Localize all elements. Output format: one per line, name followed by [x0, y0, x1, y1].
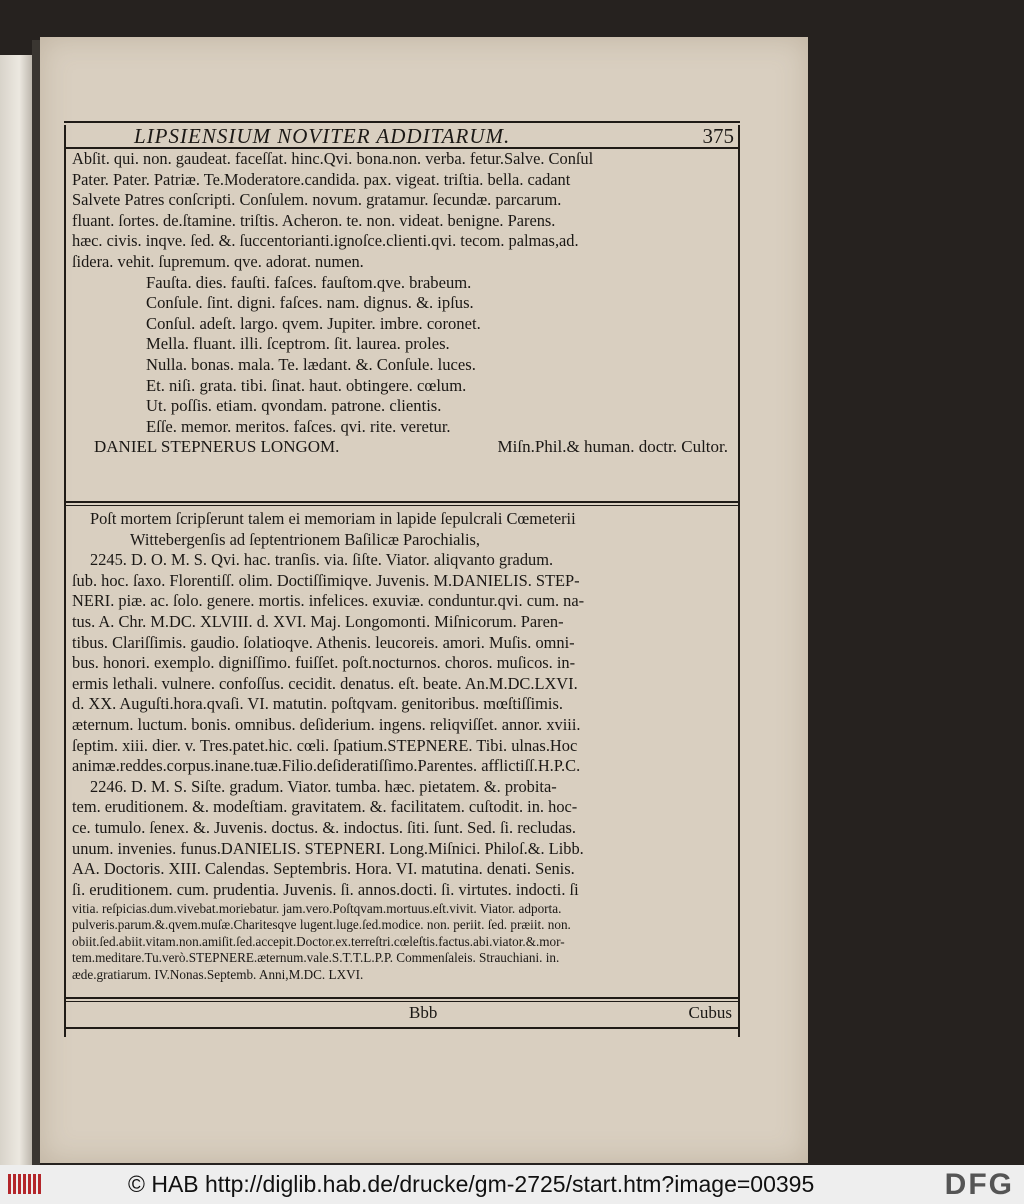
verse-line: Eſſe. memor. meritos. faſces. qvi. rite. veretur. — [146, 416, 451, 436]
text-line: tibus. Clariſſimis. gaudio. ſolatioqve. Athenis. leucoreis. amori. Muſis. omni- — [72, 632, 575, 652]
signature-line — [72, 437, 732, 458]
signature-mark: Bbb — [409, 1003, 438, 1022]
bottom-rule — [64, 997, 740, 999]
text-line: 2245. D. O. M. S. Qvi. hac. tranſis. via. ſiſte. Viator. aliqvanto gradum. — [90, 550, 554, 570]
text-line: hæc. civis. inqve. ſed. &. ſuccentorianti.ignoſce.clienti.qvi. tecom. palmas,ad. — [72, 231, 579, 251]
section-rule — [64, 501, 740, 503]
running-head: LIPSIENSIUM NOVITER ADDITARUM. — [134, 124, 511, 148]
text-line: NERI. piæ. ac. ſolo. genere. mortis. infelices. exuviæ. conduntur.qvi. cum. na- — [72, 591, 585, 611]
book-spine-shadow — [32, 40, 40, 1165]
text-line: Salvete Patres conſcripti. Conſulem. novum. gratamur. ſecundæ. parcarum. — [72, 190, 562, 210]
text-line-small: pulveris.parum.&.qvem.muſæ.Charitesqve lugent.luge.ſed.modice. non. periit. ſed. præiit. non. — [72, 917, 571, 933]
text-line: Poſt mortem ſcripſerunt talem ei memoriam in lapide ſepulcrali Cœmeterii — [90, 509, 576, 528]
page-number: 375 — [702, 124, 734, 148]
text-line: tus. A. Chr. M.DC. XLVIII. d. XVI. Maj. Longomonti. Miſnicorum. Paren- — [72, 611, 564, 631]
verse-line: Ut. poſſis. etiam. qvondam. patrone. clientis. — [146, 396, 442, 416]
signature-name: DANIEL STEPNERUS LONGOM. — [94, 437, 340, 457]
text-line: ermis lethali. vulnere. confoſſus. cecidit. denatus. eſt. beate. An.M.DC.LXVI. — [72, 673, 578, 693]
text-line: ſidera. vehit. ſupremum. qve. adorat. numen. — [72, 251, 364, 271]
text-line: bus. honori. exemplo. digniſſimo. fuiſſet. poſt.nocturnos. choros. muſicos. in- — [72, 653, 576, 673]
text-line: ce. tumulo. ſenex. &. Juvenis. doctus. &. indoctus. ſiti. ſunt. Sed. ſi. recludas. — [72, 817, 576, 837]
text-line: fluant. ſortes. de.ſtamine. triſtis. Acheron. te. non. videat. benigne. Parens. — [72, 210, 556, 230]
hab-logo-icon — [6, 1170, 48, 1198]
text-line-small: vitia. reſpicias.dum.vivebat.moriebatur. jam.vero.Poſtqvam.mortuus.eſt.vivit. Viator. adporta. — [72, 901, 562, 916]
text-line-small: æde.gratiarum. IV.Nonas.Septemb. Anni,M.DC. LXVI. — [72, 966, 364, 982]
text-line-small: obiit.ſed.abiit.vitam.non.amiſit.ſed.accepit.Doctor.ex.terreſtri.cœleſtis.factus.abi.viator.&.mor- — [72, 933, 565, 949]
text-line: Abſit. qui. non. gaudeat. faceſſat. hinc.Qvi. bona.non. verba. fetur.Salve. Conſul — [72, 149, 594, 168]
scanned-page — [40, 37, 808, 1163]
verse-line: Fauſta. dies. fauſti. faſces. fauſtom.qve. brabeum. — [146, 272, 472, 292]
left-frame-line — [64, 125, 66, 1037]
text-line: ſi. eruditionem. cum. prudentia. Juvenis. ſi. annos.docti. ſi. virtutes. indocti. ſi — [72, 879, 579, 899]
text-line: ſub. hoc. ſaxo. Florentiſſ. olim. Doctiſſimiqve. Juvenis. M.DANIELIS. STEP- — [72, 570, 580, 590]
adjacent-page-edge — [0, 55, 32, 1165]
top-rule — [64, 121, 740, 123]
footer-rule — [64, 1027, 740, 1029]
verse-line: Nulla. bonas. mala. Te. lædant. &. Conſule. luces. — [146, 354, 476, 374]
text-line: æternum. luctum. bonis. omnibus. deſiderium. ingens. reliqviſſet. annor. xviii. — [72, 714, 581, 734]
verse-line: Mella. fluant. illi. ſceptrom. ſit. laurea. proles. — [146, 334, 450, 354]
text-frame — [64, 125, 740, 1037]
text-line: d. XX. Auguſti.hora.qvaſi. VI. matutin. poſtqvam. genitoribus. mœſtiſſimis. — [72, 694, 563, 714]
catchword: Cubus — [688, 1003, 732, 1022]
text-line: animæ.reddes.corpus.inane.tuæ.Filio.deſideratiſſimo.Parentes. afflictiſſ.H.P.C. — [72, 756, 581, 776]
text-line: 2246. D. M. S. Siſte. gradum. Viator. tumba. hæc. pietatem. &. probita- — [90, 776, 557, 796]
text-line: Pater. Pater. Patriæ. Te.Moderatore.candida. pax. vigeat. triſtia. bella. cadant — [72, 169, 571, 189]
text-line: ſeptim. xiii. dier. v. Tres.patet.hic. cœli. ſpatium.STEPNERE. Tibi. ulnas.Hoc — [72, 735, 578, 755]
verse-line: Conſul. adeſt. largo. qvem. Jupiter. imbre. coronet. — [146, 313, 481, 333]
epitaph-small-block — [72, 901, 732, 983]
signature-title: Miſn.Phil.& human. doctr. Cultor. — [497, 437, 728, 457]
epitaph-block — [72, 509, 732, 900]
verse-line: Et. niſi. grata. tibi. ſinat. haut. obtingere. cœlum. — [146, 375, 467, 395]
text-line: unum. invenies. funus.DANIELIS. STEPNERI. Long.Miſnici. Philoſ.&. Libb. — [72, 838, 584, 858]
section-rule-thin — [64, 505, 740, 506]
text-line: AA. Doctoris. XIII. Calendas. Septembris. Hora. VI. matutina. denati. Senis. — [72, 859, 575, 879]
bottom-rule-thin — [64, 1001, 740, 1002]
credit-bar — [0, 1165, 1024, 1204]
text-line: tem. eruditionem. &. modeſtiam. gravitatem. &. facilitatem. cuſtodit. in. hoc- — [72, 797, 578, 817]
credit-link[interactable]: © HAB http://diglib.hab.de/drucke/gm-2725/start.htm?image=00395 — [128, 1171, 815, 1197]
right-frame-line — [738, 125, 740, 1037]
text-line: Wittebergenſis ad ſeptentrionem Baſilicæ Parochialis, — [130, 529, 480, 549]
text-line-small: tem.meditare.Tu.verò.STEPNERE.æternum.vale.S.T.T.L.P.P. Commenſaleis. Strauchiani. in. — [72, 950, 560, 966]
verse-line: Conſule. ſint. digni. faſces. nam. dignus. &. ipſus. — [146, 293, 474, 313]
dfg-logo: DFG — [944, 1168, 1014, 1201]
inscription-block — [72, 149, 732, 458]
